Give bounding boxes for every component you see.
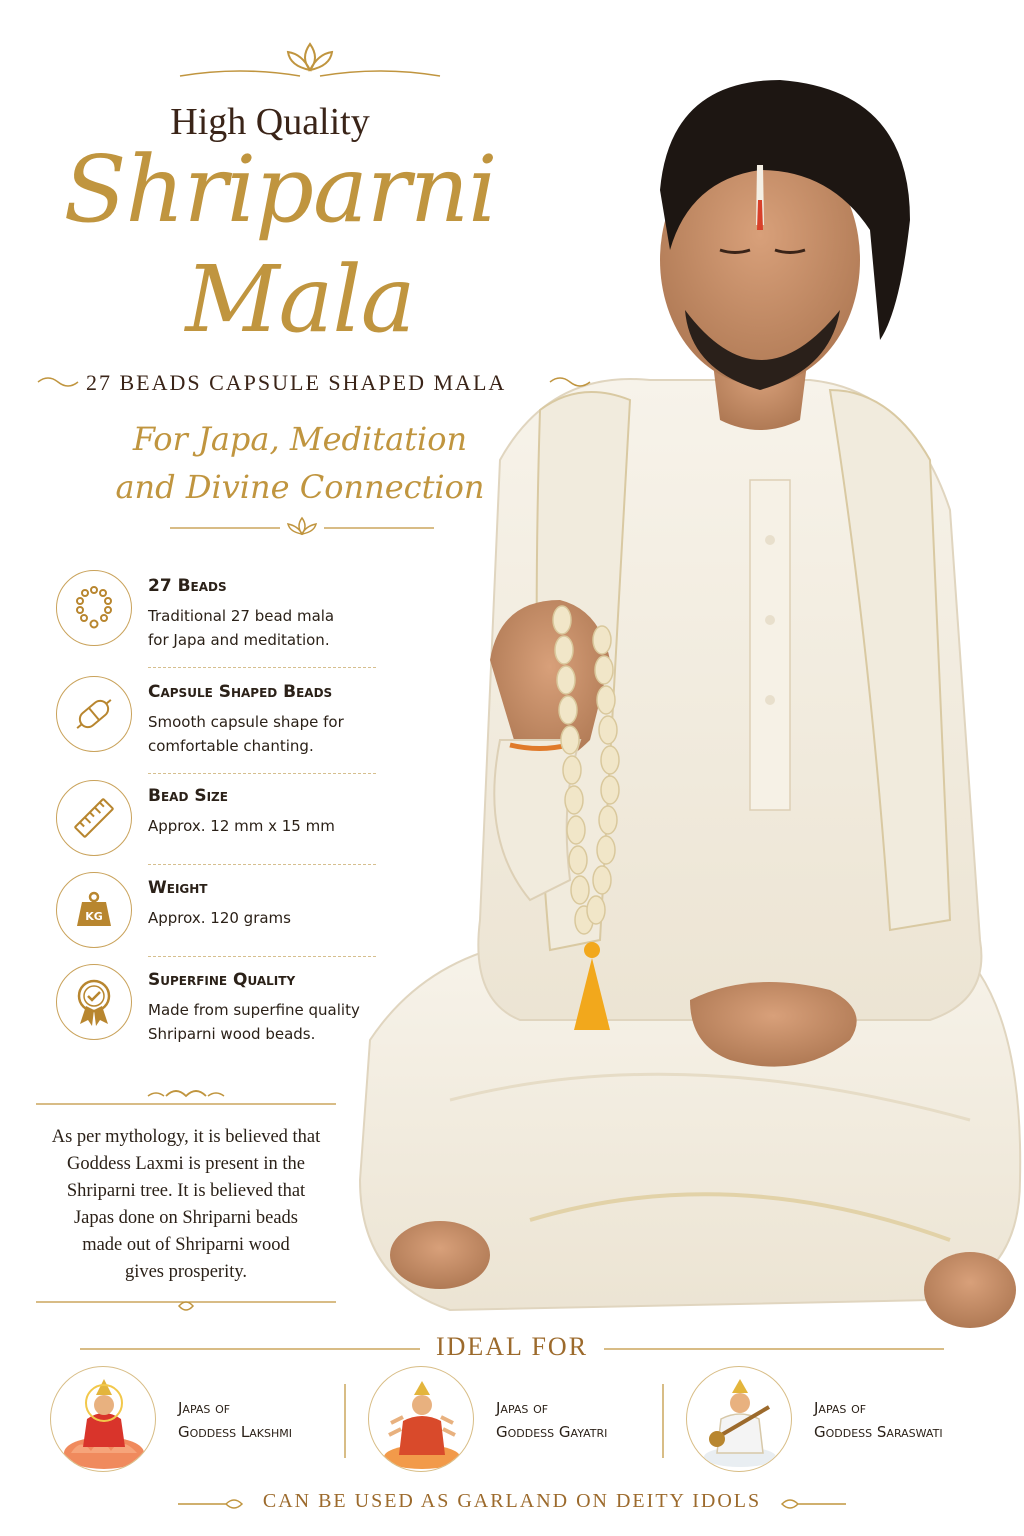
- feature-description: Made from superfine quality Shriparni wood beads.: [148, 1001, 360, 1043]
- feature-divider: [148, 956, 376, 957]
- product-subtitle: 27 BEADS CAPSULE SHAPED MALA: [86, 370, 507, 395]
- svg-text:KG: KG: [85, 910, 103, 923]
- feature-description: Approx. 120 grams: [148, 909, 291, 927]
- feature-title: 27 Beads: [148, 576, 227, 596]
- ideal-for-right-line: [604, 1344, 944, 1354]
- feature-description: Smooth capsule shape for comfortable chanting.: [148, 713, 344, 755]
- mythology-top-ornament: [36, 1084, 336, 1108]
- deity-label: Japas of Goddess Saraswati: [814, 1399, 943, 1441]
- feature-divider: [148, 773, 376, 774]
- goddess-gayatri-image: [368, 1366, 474, 1472]
- product-title-line2: Mala: [185, 246, 415, 353]
- deity-label: Japas of Goddess Lakshmi: [178, 1399, 292, 1441]
- deity-label: Japas of Goddess Gayatri: [496, 1399, 608, 1441]
- goddess-saraswati-image: [686, 1366, 792, 1472]
- ideal-for-heading: IDEAL FOR: [435, 1332, 589, 1361]
- feature-description: Approx. 12 mm x 15 mm: [148, 817, 335, 835]
- footer-note: CAN BE USED AS GARLAND ON DEITY IDOLS: [262, 1490, 762, 1512]
- ideal-for-gayatri: [368, 1366, 688, 1476]
- subtitle-left-flourish: [36, 374, 80, 390]
- feature-description: Traditional 27 bead mala for Japa and meditation.: [148, 607, 335, 649]
- feature-title: Superfine Quality: [148, 970, 296, 990]
- ideal-for-saraswati: [686, 1366, 1006, 1476]
- tagline-lotus-divider: [170, 514, 434, 538]
- footer-right-flourish: [778, 1496, 848, 1512]
- mythology-bottom-ornament: [36, 1296, 336, 1316]
- ideal-for-separator: [344, 1384, 346, 1458]
- bead-circle-icon: [56, 570, 132, 646]
- feature-divider: [148, 864, 376, 865]
- feature-title: Bead Size: [148, 786, 228, 806]
- capsule-icon: [56, 676, 132, 752]
- goddess-lakshmi-image: [50, 1366, 156, 1472]
- weight-icon: [56, 872, 132, 948]
- ruler-icon: [56, 780, 132, 856]
- tagline-line1: For Japa, Meditation: [132, 420, 468, 458]
- feature-divider: [148, 667, 376, 668]
- product-title-line1: Shriparni: [63, 136, 497, 243]
- mythology-text: As per mythology, it is believed that Goddess Laxmi is present in the Shriparni tree. It is believed that Japas done on Shriparni beads made out of Shriparni wood gives prosperity.: [51, 1127, 321, 1282]
- ideal-for-separator: [662, 1384, 664, 1458]
- eyebrow-text: High Quality: [170, 101, 370, 143]
- feature-title: Weight: [148, 878, 208, 898]
- top-lotus-ornament: [170, 36, 450, 86]
- subtitle-right-flourish: [548, 374, 592, 390]
- feature-title: Capsule Shaped Beads: [148, 682, 333, 702]
- tagline-line2: and Divine Connection: [115, 468, 485, 506]
- quality-badge-icon: [56, 964, 132, 1040]
- ideal-for-lakshmi: [50, 1366, 370, 1476]
